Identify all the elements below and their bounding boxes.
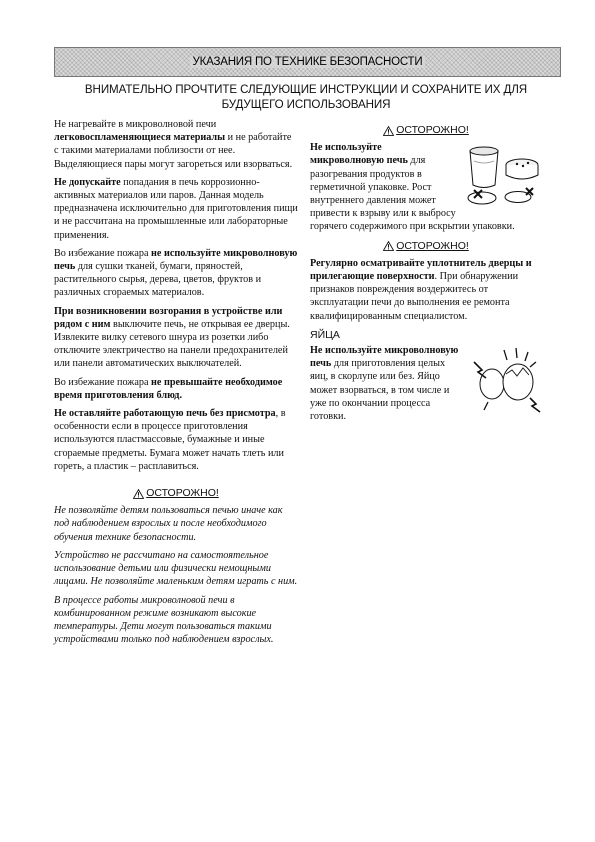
warning-triangle-icon — [383, 126, 394, 136]
eggs-section-label: ЯЙЦА — [310, 328, 340, 341]
sealed-containers-illustration — [462, 141, 542, 209]
warning-heading: ОСТОРОЖНО! — [310, 240, 542, 253]
paragraph-fire: При возникновении возгорания в устройстве или рядом с ним выключите печь, не открывая ее дверцы. Извлеките вилку сетевого шнура из розетки либо отключите электричество на панели предохранителей или панели автоматических выключателей. — [54, 305, 290, 370]
paragraph-flammable: Не нагревайте в микроволновой печи легковоспламеняющиеся материалы и не работайте с такими материалами поблизости от нее. Выделяющиеся пары могут загореться или взорваться. — [54, 119, 293, 170]
page-heading: ВНИМАТЕЛЬНО ПРОЧТИТЕ СЛЕДУЮЩИЕ ИНСТРУКЦИИ И СОХРАНИТЕ ИХ ДЛЯ БУДУЩЕГО ИСПОЛЬЗОВАНИЯ — [84, 83, 528, 111]
italic-paragraph: В процессе работы микроволновой печи в комбинированном режиме возникают высокие температуры. Дети могут пользоваться такими устройствами только под наблюдением взрослых. — [54, 594, 274, 646]
children-warnings — [54, 504, 298, 646]
banner-title: УКАЗАНИЯ ПО ТЕХНИКЕ БЕЗОПАСНОСТИ — [190, 56, 426, 68]
warning-heading: ОСТОРОЖНО! — [54, 487, 298, 500]
paragraph-sealed-containers: Не используйте микроволновую печь для разогревания продуктов в герметичной упаковке. Рост внутреннего давления может привести к взрыву или к выбросу горячего содержимого при вскрытии упаковки. — [310, 141, 542, 233]
warning-triangle-icon — [383, 241, 394, 251]
paragraph-eggs: Не используйте микроволновую печь для приготовления целых яиц, в скорлупе или без. Яйцо может взорваться, в том числе и уже по окончании процесса готовки. — [310, 344, 542, 423]
section-banner — [54, 47, 561, 77]
right-column — [310, 124, 542, 428]
paragraph-drying: Во избежание пожара не используйте микроволновую печь для сушки тканей, бумаги, пряностей, растительного сырья, дерева, цветов, фруктов и различных сгораемых материалов. — [54, 247, 298, 299]
italic-paragraph: Не позволяйте детям пользоваться печью иначе как под наблюдением взрослых и после необходимого обучения технике безопасности. — [54, 505, 283, 543]
paragraph-door-seal: Регулярно осматривайте уплотнитель дверцы и прилегающие поверхности. При обнаружении признаков повреждения воздержитесь от эксплуатации печи до выполнения ее ремонта квалифицированным специалистом. — [310, 257, 532, 322]
paragraph-corrosive: Не допускайте попадания в печь коррозионно-активных материалов или паров. Данная модель предназначена исключительно для приготовления пищи и не рассчитана на промышленные или лабораторные применения. — [54, 176, 298, 241]
italic-paragraph: Устройство не рассчитано на самостоятельное использование детьми или физически немощными лицами. Не позволяйте маленьким детям играть с ним. — [54, 549, 298, 588]
paragraph-unattended: Не оставляйте работающую печь без присмотра, в особенности если в процессе приготовления используются пластмассовые, бумажные и иные сгораемые предметы. Бумага может начать тлеть или гореть, а пластик – расплавиться. — [54, 408, 286, 472]
warning-heading: ОСТОРОЖНО! — [310, 124, 542, 137]
warning-triangle-icon — [133, 489, 144, 499]
left-column — [54, 118, 298, 651]
paragraph-time: Во избежание пожара не превышайте необходимое время приготовления блюд. — [54, 376, 283, 401]
exploding-eggs-illustration — [470, 346, 542, 414]
